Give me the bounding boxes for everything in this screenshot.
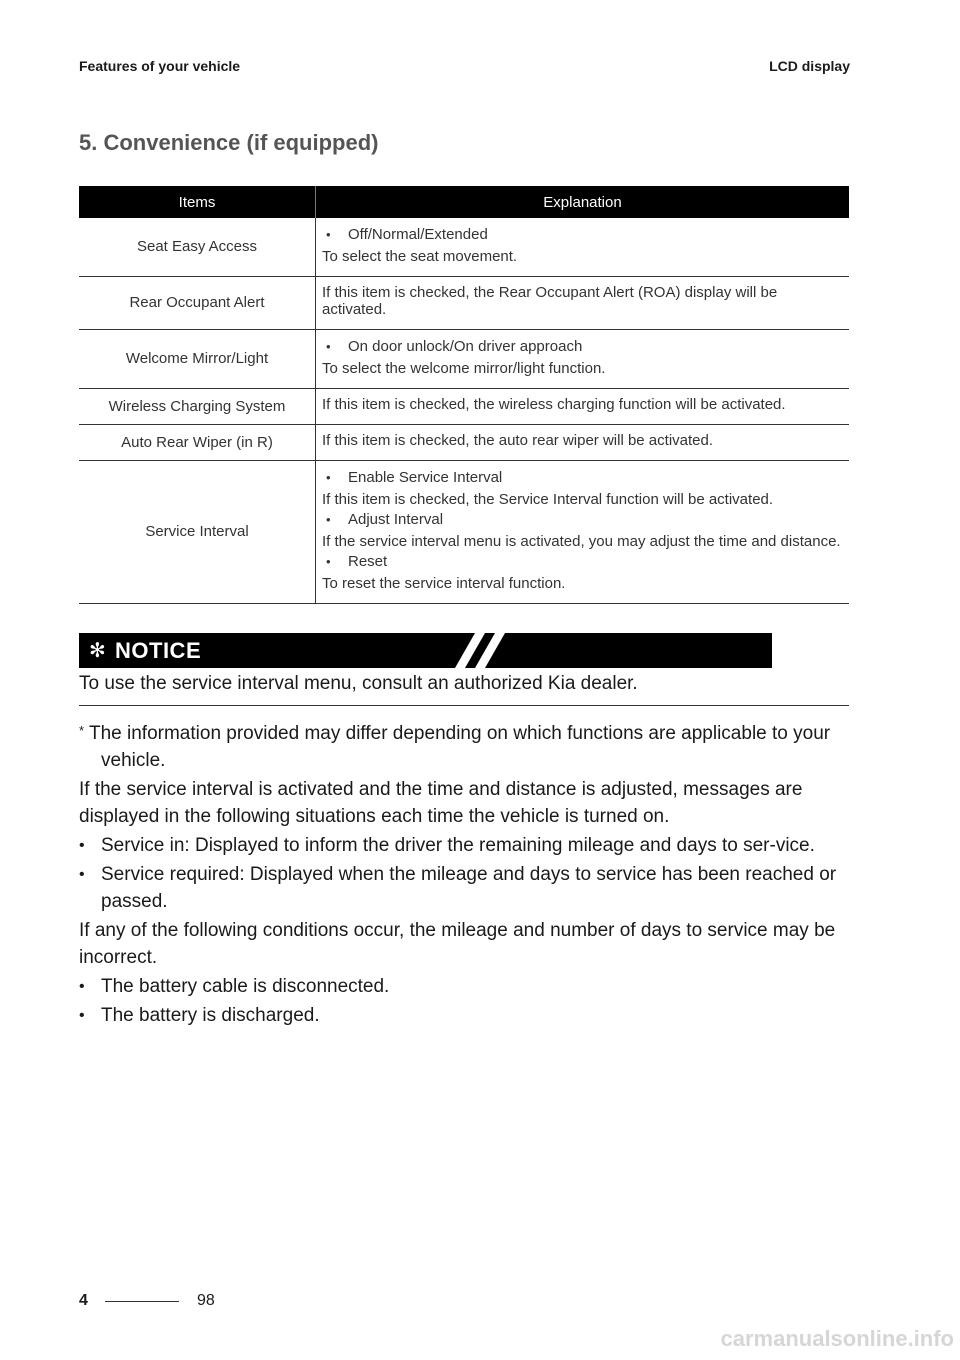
- explanation-text: If the service interval menu is activated, you may adjust the time and distance.: [322, 533, 841, 550]
- table-cell-explanation: [316, 330, 850, 389]
- bullet-text: Off/Normal/Extended: [348, 226, 488, 243]
- explanation-bullet: [322, 226, 843, 243]
- list-item: [79, 832, 849, 859]
- bullet-icon: •: [326, 227, 331, 242]
- bullet-icon: •: [79, 837, 85, 854]
- bullet-icon: •: [79, 1007, 85, 1024]
- table-header-row: [79, 186, 849, 218]
- bullet-icon: •: [326, 470, 331, 485]
- notice-banner: [79, 633, 772, 668]
- footnote-mark: *: [79, 723, 85, 738]
- table-cell-item: Welcome Mirror/Light: [79, 330, 316, 389]
- list-item-text: The battery is discharged.: [101, 1005, 320, 1026]
- explanation-text: To reset the service interval function.: [322, 575, 566, 592]
- page-number: 98: [197, 1292, 215, 1309]
- explanation-bullet: [322, 511, 843, 528]
- table-row: [79, 218, 849, 277]
- list-item: [79, 973, 849, 1000]
- list-item-text: Service in: Displayed to inform the driver the remaining mileage and days to ser-vice.: [101, 835, 815, 856]
- header-section-name: Features of your vehicle: [79, 58, 241, 74]
- table-row: [79, 277, 849, 330]
- convenience-table: [79, 186, 849, 604]
- table-row: [79, 389, 849, 425]
- chapter-number: 4: [79, 1292, 88, 1309]
- table-cell-explanation: [316, 461, 850, 604]
- notice-label: NOTICE: [115, 637, 202, 663]
- column-header-explanation: Explanation: [316, 186, 850, 218]
- paragraph-incorrect-conditions: If any of the following conditions occur, the mileage and number of days to service may be incorrect.: [79, 920, 836, 968]
- section-title: 5. Convenience (if equipped): [79, 130, 379, 155]
- explanation-text: If this item is checked, the Service Interval function will be activated.: [322, 491, 774, 508]
- footnote: [79, 720, 849, 774]
- notice-asterisk-icon: ✻: [89, 640, 106, 662]
- body-text: [79, 720, 849, 1031]
- bullet-text: Adjust Interval: [348, 511, 444, 528]
- bullet-icon: •: [326, 554, 331, 569]
- table-cell-explanation: [316, 389, 850, 425]
- notice-text: To use the service interval menu, consult an authorized Kia dealer.: [79, 673, 849, 706]
- table-cell-item: Wireless Charging System: [79, 389, 316, 425]
- header-topic-name: LCD display: [769, 58, 850, 74]
- explanation-text: If this item is checked, the auto rear wiper will be activated.: [322, 432, 714, 449]
- column-header-items: Items: [79, 186, 316, 218]
- table-cell-explanation: [316, 277, 850, 330]
- table-cell-explanation: [316, 218, 850, 277]
- table-row: [79, 330, 849, 389]
- bullet-text: Enable Service Interval: [348, 469, 503, 486]
- table-cell-item: Rear Occupant Alert: [79, 277, 316, 330]
- incorrect-conditions-list: [79, 973, 849, 1029]
- service-message-list: [79, 832, 849, 915]
- table-cell-item: Seat Easy Access: [79, 218, 316, 277]
- notice-slash-decoration: [455, 633, 519, 668]
- table-row: [79, 425, 849, 461]
- bullet-icon: •: [326, 512, 331, 527]
- bullet-text: Reset: [348, 553, 388, 570]
- explanation-text: To select the seat movement.: [322, 248, 518, 265]
- table-body: [79, 218, 849, 604]
- page-header: [79, 58, 850, 74]
- table-row: [79, 461, 849, 604]
- list-item: [79, 861, 849, 915]
- watermark: carmanualsonline.info: [720, 1326, 954, 1351]
- table-cell-item: Service Interval: [79, 461, 316, 604]
- paragraph-service-activated: If the service interval is activated and the time and distance is adjusted, messages are displayed in the following situations each time the vehicle is turned on.: [79, 779, 803, 827]
- footer-rule: [105, 1301, 179, 1302]
- table-cell-item: Auto Rear Wiper (in R): [79, 425, 316, 461]
- list-item-text: Service required: Displayed when the mileage and days to service has been reached or passed.: [101, 864, 837, 912]
- list-item: [79, 1002, 849, 1029]
- bullet-icon: •: [326, 339, 331, 354]
- explanation-bullet: [322, 553, 843, 570]
- explanation-text: To select the welcome mirror/light function.: [322, 360, 606, 377]
- explanation-text: If this item is checked, the Rear Occupant Alert (ROA) display will be activated.: [322, 284, 778, 318]
- table-cell-explanation: [316, 425, 850, 461]
- explanation-bullet: [322, 469, 843, 486]
- page-footer: [79, 1292, 215, 1310]
- explanation-text: If this item is checked, the wireless charging function will be activated.: [322, 396, 786, 413]
- bullet-icon: •: [79, 978, 85, 995]
- bullet-icon: •: [79, 866, 85, 883]
- footnote-text: The information provided may differ depending on which functions are applicable to your vehicle.: [89, 723, 831, 771]
- bullet-text: On door unlock/On driver approach: [348, 338, 583, 355]
- explanation-bullet: [322, 338, 843, 355]
- list-item-text: The battery cable is disconnected.: [101, 976, 390, 997]
